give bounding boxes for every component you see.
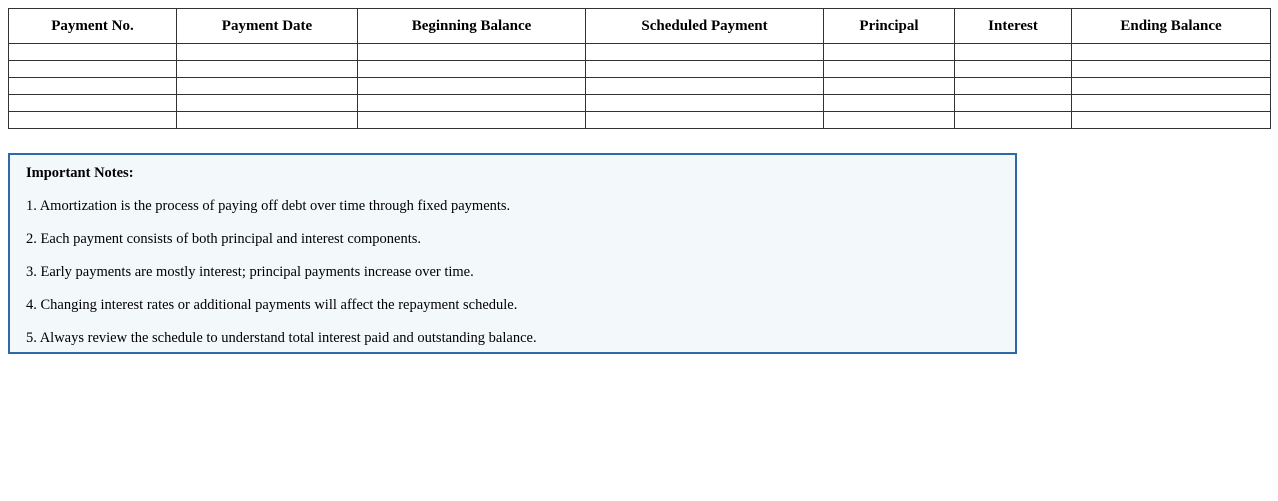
table-cell — [1072, 112, 1271, 129]
table-cell — [824, 95, 955, 112]
table-cell — [955, 78, 1072, 95]
table-cell — [1072, 95, 1271, 112]
table-cell — [586, 95, 824, 112]
header-beginning-balance: Beginning Balance — [358, 9, 586, 44]
table-cell — [1072, 44, 1271, 61]
table-cell — [586, 112, 824, 129]
table-cell — [586, 61, 824, 78]
table-cell — [9, 112, 177, 129]
header-ending-balance: Ending Balance — [1072, 9, 1271, 44]
list-item: 3. Early payments are mostly interest; principal payments increase over time. — [26, 264, 474, 280]
header-interest: Interest — [955, 9, 1072, 44]
table-row — [9, 95, 1271, 112]
table-cell — [955, 44, 1072, 61]
list-item: 5. Always review the schedule to understand total interest paid and outstanding balance. — [26, 330, 537, 346]
table-cell — [177, 44, 358, 61]
table-cell — [9, 61, 177, 78]
table-cell — [358, 112, 586, 129]
header-scheduled-payment: Scheduled Payment — [586, 9, 824, 44]
amortization-schedule-table — [8, 8, 1271, 129]
table-cell — [955, 95, 1072, 112]
table-row — [9, 44, 1271, 61]
notes-title: Important Notes: — [26, 165, 134, 181]
table-cell — [177, 61, 358, 78]
table-cell — [177, 112, 358, 129]
important-notes-box — [8, 153, 1017, 354]
list-item: 2. Each payment consists of both principal and interest components. — [26, 231, 422, 247]
table-cell — [177, 78, 358, 95]
header-principal: Principal — [824, 9, 955, 44]
list-item: 4. Changing interest rates or additional payments will affect the repayment schedule. — [26, 297, 518, 313]
table-cell — [824, 112, 955, 129]
table-cell — [358, 44, 586, 61]
table-cell — [955, 112, 1072, 129]
header-payment-date: Payment Date — [177, 9, 358, 44]
table-cell — [824, 44, 955, 61]
table-cell — [824, 61, 955, 78]
table-row — [9, 112, 1271, 129]
table-cell — [9, 78, 177, 95]
table-cell — [358, 61, 586, 78]
table-cell — [358, 78, 586, 95]
table-cell — [9, 44, 177, 61]
list-item: 1. Amortization is the process of paying off debt over time through fixed payments. — [26, 198, 511, 214]
table-cell — [1072, 78, 1271, 95]
table-cell — [955, 61, 1072, 78]
table-row — [9, 61, 1271, 78]
table-cell — [177, 95, 358, 112]
table-cell — [1072, 61, 1271, 78]
table-cell — [9, 95, 177, 112]
table-header-row — [9, 9, 1271, 44]
table-cell — [824, 78, 955, 95]
table-cell — [586, 44, 824, 61]
table-cell — [586, 78, 824, 95]
notes-list — [26, 196, 999, 348]
table-row — [9, 78, 1271, 95]
table-cell — [358, 95, 586, 112]
header-payment-no: Payment No. — [9, 9, 177, 44]
